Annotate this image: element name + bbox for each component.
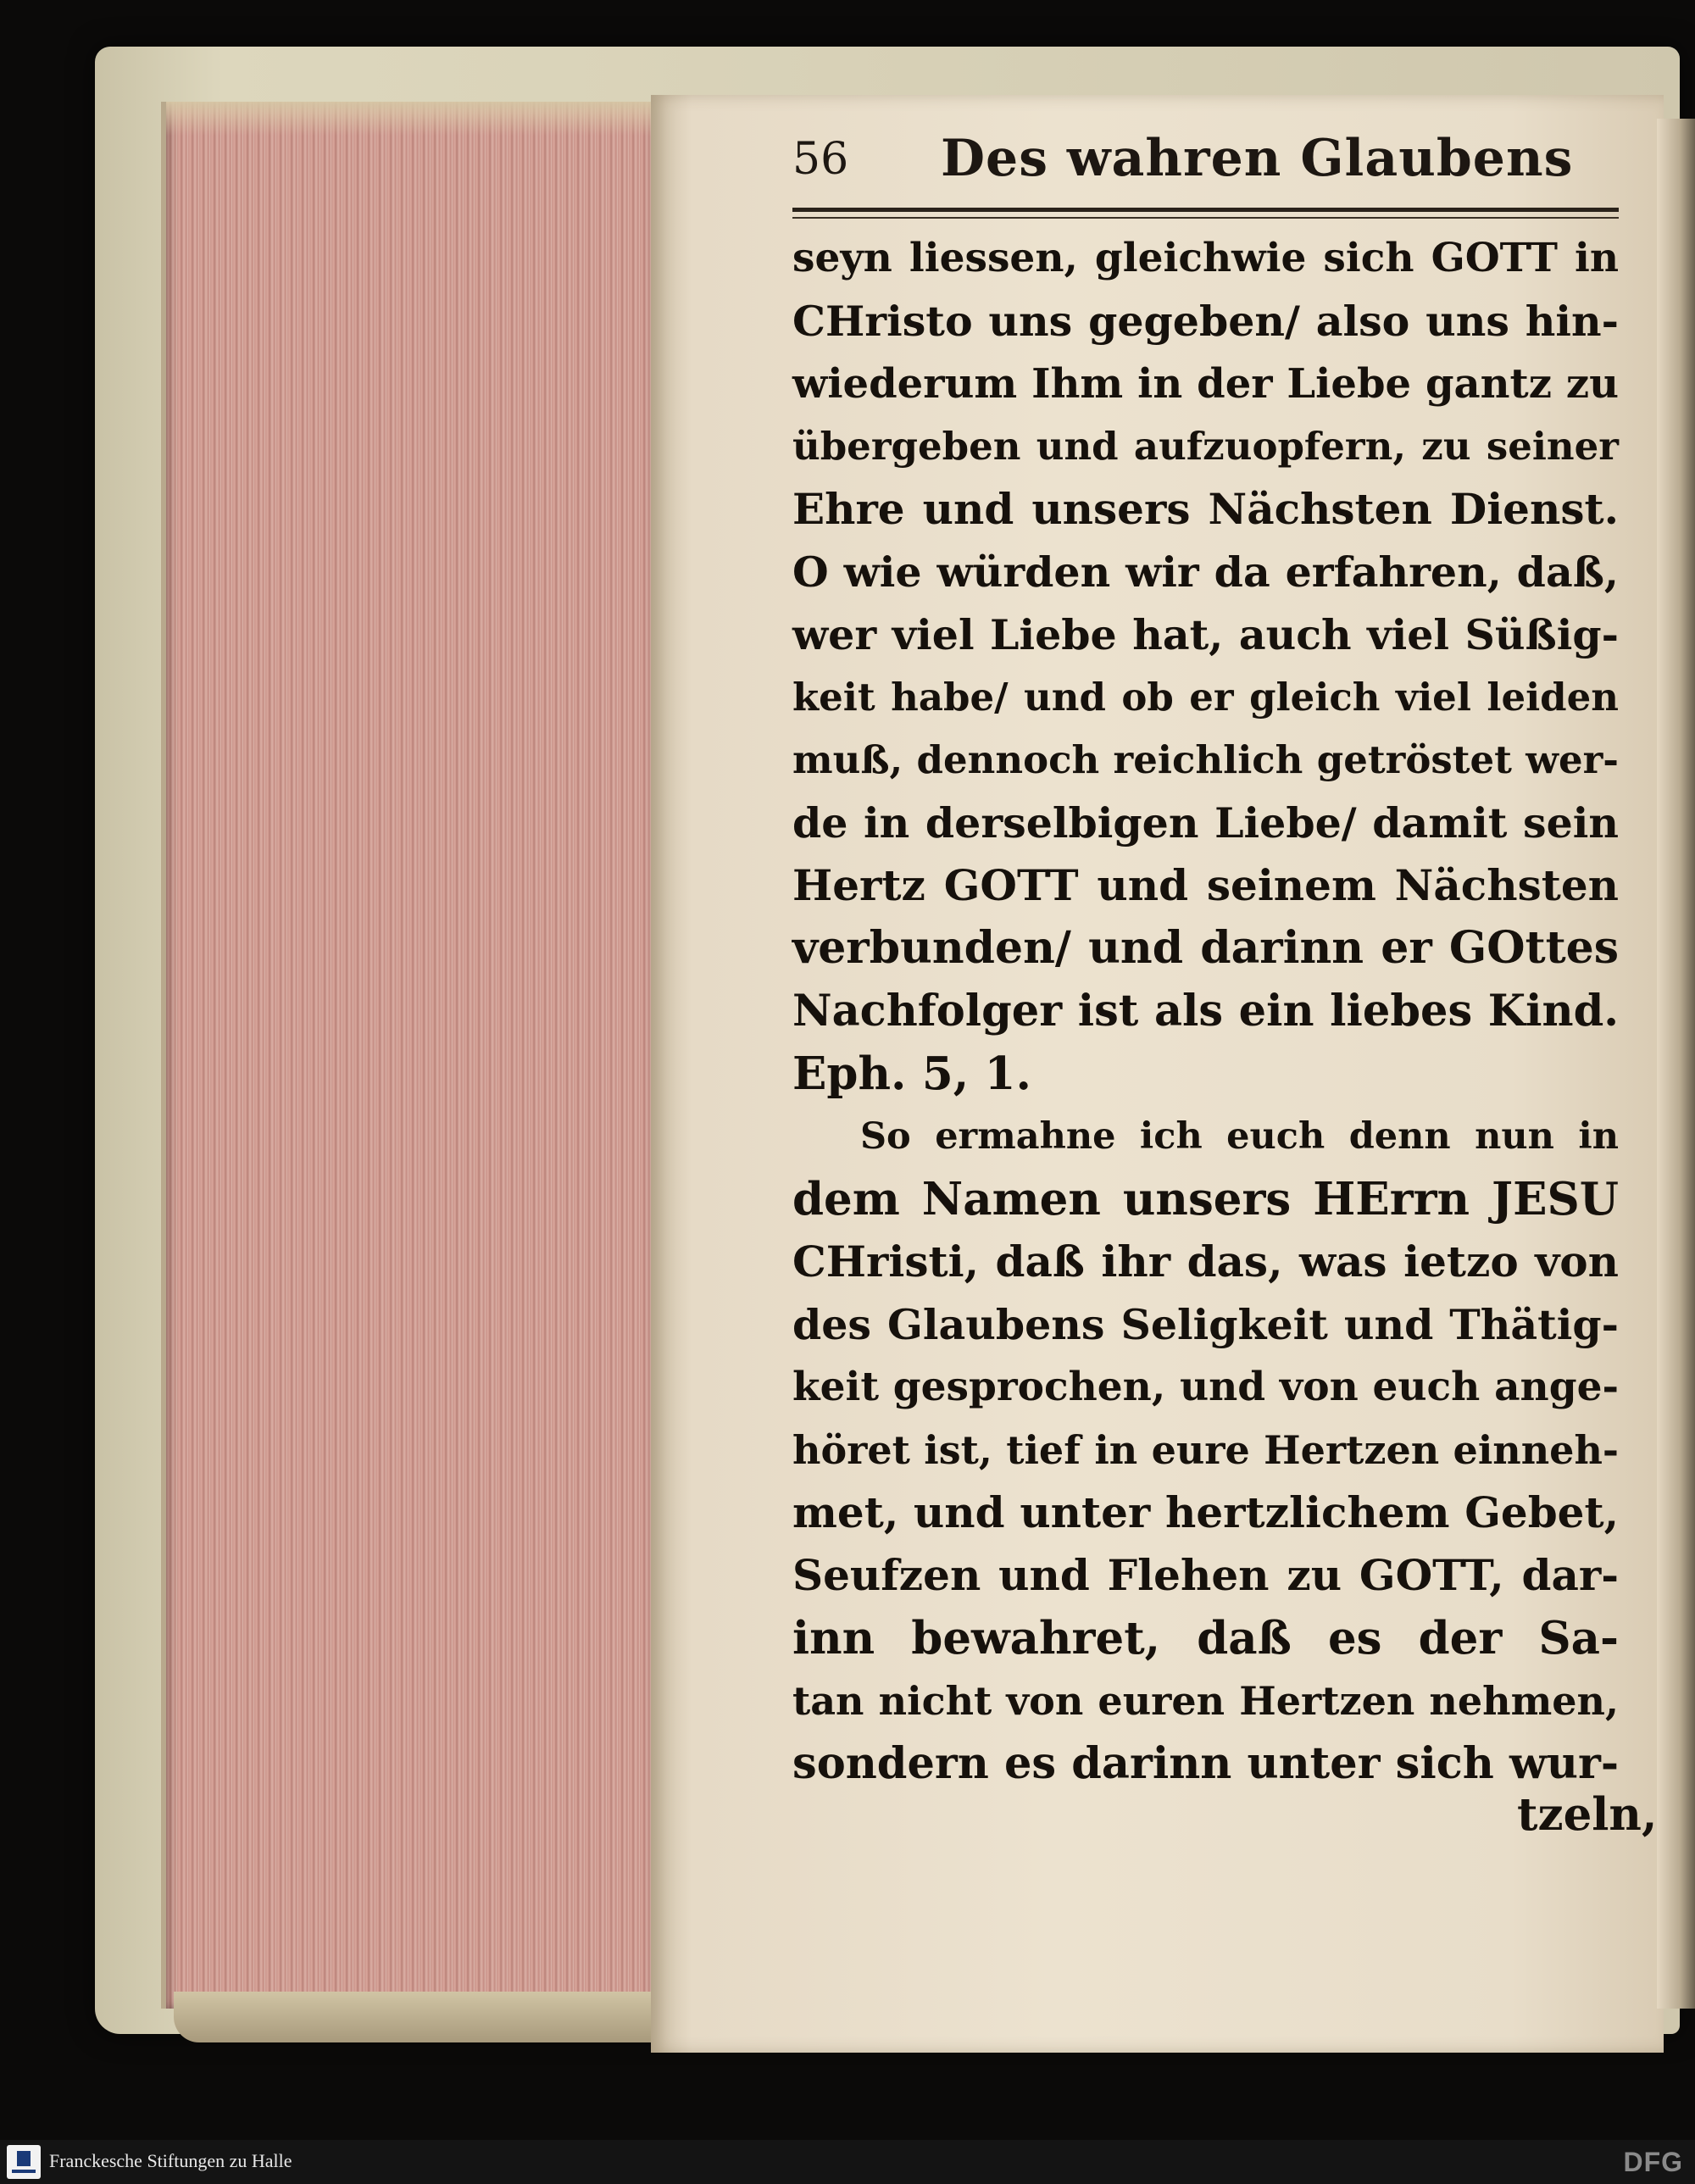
institution-logo-icon xyxy=(7,2145,41,2179)
text-line: dem Namen unsers HErrn JESU xyxy=(792,1173,1619,1225)
page-fore-edge xyxy=(161,102,662,2009)
paragraph-start-line: So ermahne ich euch denn nun in xyxy=(860,1115,1619,1158)
catchword: tzeln, xyxy=(1517,1788,1658,1841)
text-line: tan nicht von euren Hertzen nehmen, xyxy=(792,1678,1619,1724)
text-line: übergeben und aufzuopfern, zu seiner xyxy=(792,424,1619,469)
dfg-logo: DFG xyxy=(1623,2147,1683,2177)
header-rule xyxy=(792,208,1619,212)
text-line: met, und unter hertzlichem Gebet, xyxy=(792,1487,1619,1537)
text-line: Ehre und unsers Nächsten Dienst. xyxy=(792,484,1619,534)
text-line: sondern es darinn unter sich wur- xyxy=(792,1738,1619,1789)
text-line: keit habe/ und ob er gleich viel leiden xyxy=(792,675,1619,720)
text-line: Hertz GOTT und seinem Nächsten xyxy=(792,860,1619,910)
text-line: CHristi, daß ihr das, was ietzo von xyxy=(792,1236,1619,1287)
text-line: verbunden/ und darinn er GOttes xyxy=(792,922,1619,974)
facing-page-edge xyxy=(1657,119,1695,2009)
book-bottom-edge xyxy=(174,1992,665,2042)
text-line: keit gesprochen, und von euch ange- xyxy=(792,1364,1619,1410)
page-header xyxy=(792,127,1623,195)
body-text xyxy=(792,227,1619,1795)
text-line: O wie würden wir da erfahren, daß, xyxy=(792,547,1619,597)
institution-name: Franckesche Stiftungen zu Halle xyxy=(49,2150,292,2171)
text-line: de in derselbigen Liebe/ damit sein xyxy=(792,798,1619,847)
text-line: des Glaubens Seligkeit und Thätig- xyxy=(792,1300,1619,1349)
text-line: wer viel Liebe hat, auch viel Süßig- xyxy=(792,610,1619,659)
text-line: höret ist, tief in eure Hertzen einneh- xyxy=(792,1427,1619,1473)
text-line: muß, dennoch reichlich getröstet wer- xyxy=(792,737,1619,782)
footer-bar xyxy=(0,2140,1695,2184)
text-line: wiederum Ihm in der Liebe gantz zu xyxy=(792,360,1619,408)
text-line: inn bewahret, daß es der Sa- xyxy=(792,1612,1619,1664)
text-line: CHristo uns gegeben/ also uns hin- xyxy=(792,297,1619,346)
text-line: seyn liessen, gleichwie sich GOTT in xyxy=(792,235,1619,281)
text-line: Seufzen und Flehen zu GOTT, dar- xyxy=(792,1550,1619,1600)
text-line: Eph. 5, 1. xyxy=(792,1048,1032,1100)
page-number: 56 xyxy=(792,134,849,185)
running-title: Des wahren Glaubens xyxy=(941,129,1574,188)
text-line: Nachfolger ist als ein liebes Kind. xyxy=(792,986,1619,1036)
